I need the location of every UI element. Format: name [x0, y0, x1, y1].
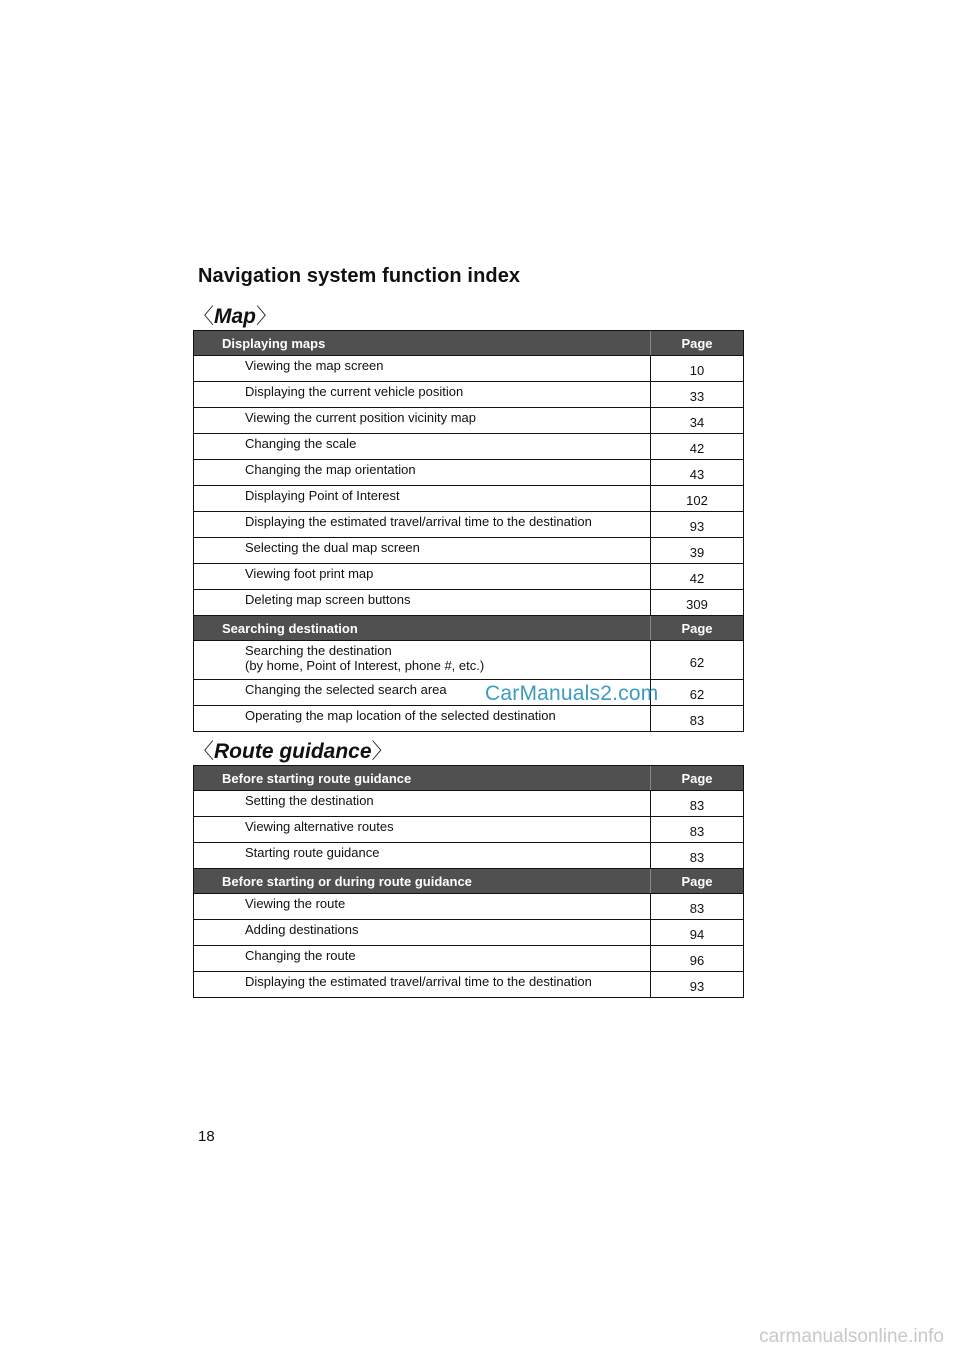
table-row: [194, 538, 744, 564]
table-row: [194, 791, 744, 817]
page-ref: 96: [689, 953, 705, 968]
page-column-label: Page: [651, 869, 744, 894]
function-label: Displaying Point of Interest: [245, 488, 400, 503]
function-label: Viewing the map screen: [245, 358, 384, 373]
table-row: [194, 680, 744, 706]
function-label: Adding destinations: [245, 922, 359, 937]
function-label: Displaying the estimated travel/arrival time to the destination: [245, 514, 592, 529]
page-ref: 93: [689, 519, 705, 534]
page-ref: 42: [689, 441, 705, 456]
page-ref: 62: [689, 687, 705, 702]
function-label: Setting the destination: [245, 793, 374, 808]
function-label: Changing the route: [245, 948, 356, 963]
table-row: [194, 590, 744, 616]
page-column-label: Page: [651, 331, 744, 356]
table-row: [194, 512, 744, 538]
group-header: [194, 766, 744, 791]
function-label: Operating the map location of the selected destination: [245, 708, 556, 723]
table-row: [194, 843, 744, 869]
group-title: Before starting route guidance: [194, 766, 651, 791]
section-heading-route-guidance: 〈Route guidance〉: [193, 740, 393, 763]
page-ref: 34: [689, 415, 705, 430]
table-row: [194, 817, 744, 843]
route-guidance-function-table: [193, 765, 744, 998]
function-label: Changing the selected search area: [245, 682, 447, 697]
page-column-label: Page: [651, 766, 744, 791]
page-ref: 39: [689, 545, 705, 560]
function-label: Displaying the current vehicle position: [245, 384, 464, 399]
table-row: [194, 486, 744, 512]
page-ref: 83: [689, 824, 705, 839]
page-ref: 33: [689, 389, 705, 404]
page-ref: 102: [686, 493, 708, 508]
table-row: [194, 706, 744, 732]
function-label: Changing the scale: [245, 436, 357, 451]
group-title: Before starting or during route guidance: [194, 869, 651, 894]
function-label: Changing the map orientation: [245, 462, 416, 477]
group-header: [194, 331, 744, 356]
table-row: [194, 894, 744, 920]
group-header: [194, 616, 744, 641]
table-row: [194, 920, 744, 946]
page-ref: 83: [689, 850, 705, 865]
page-ref: 93: [689, 979, 705, 994]
section-heading-map: 〈Map〉: [193, 305, 277, 328]
page-ref: 83: [689, 713, 705, 728]
footer-watermark: carmanualsonline.info: [759, 1326, 944, 1347]
page-column-label: Page: [651, 616, 744, 641]
table-row: [194, 356, 744, 382]
table-row: [194, 972, 744, 998]
page-ref: 94: [689, 927, 705, 942]
table-row: [194, 408, 744, 434]
function-label: Starting route guidance: [245, 845, 380, 860]
function-label: Deleting map screen buttons: [245, 592, 411, 607]
watermark-text: CarManuals2.com: [485, 682, 659, 705]
group-title: Displaying maps: [194, 331, 651, 356]
page-ref: 83: [689, 798, 705, 813]
page-ref: 43: [689, 467, 705, 482]
table-row: [194, 434, 744, 460]
map-function-table: [193, 330, 744, 732]
function-label: Viewing foot print map: [245, 566, 374, 581]
page-ref: 62: [689, 654, 705, 670]
function-label: Displaying the estimated travel/arrival time to the destination: [245, 974, 592, 989]
function-label: Viewing alternative routes: [245, 819, 394, 834]
page-title: Navigation system function index: [198, 265, 521, 287]
function-label: Viewing the current position vicinity map: [245, 410, 476, 425]
table-row: [194, 946, 744, 972]
page-number: 18: [198, 1128, 215, 1145]
page-ref: 309: [686, 597, 708, 612]
table-row: [194, 641, 744, 680]
page-ref: 10: [689, 363, 705, 378]
page-ref: 83: [689, 901, 705, 916]
function-label: Viewing the route: [245, 896, 346, 911]
table-row: [194, 382, 744, 408]
group-title: Searching destination: [194, 616, 651, 641]
function-label: Searching the destination (by home, Point of Interest, phone #, etc.): [245, 643, 485, 673]
table-row: [194, 460, 744, 486]
table-row: [194, 564, 744, 590]
function-label: Selecting the dual map screen: [245, 540, 420, 555]
group-header: [194, 869, 744, 894]
page-ref: 42: [689, 571, 705, 586]
